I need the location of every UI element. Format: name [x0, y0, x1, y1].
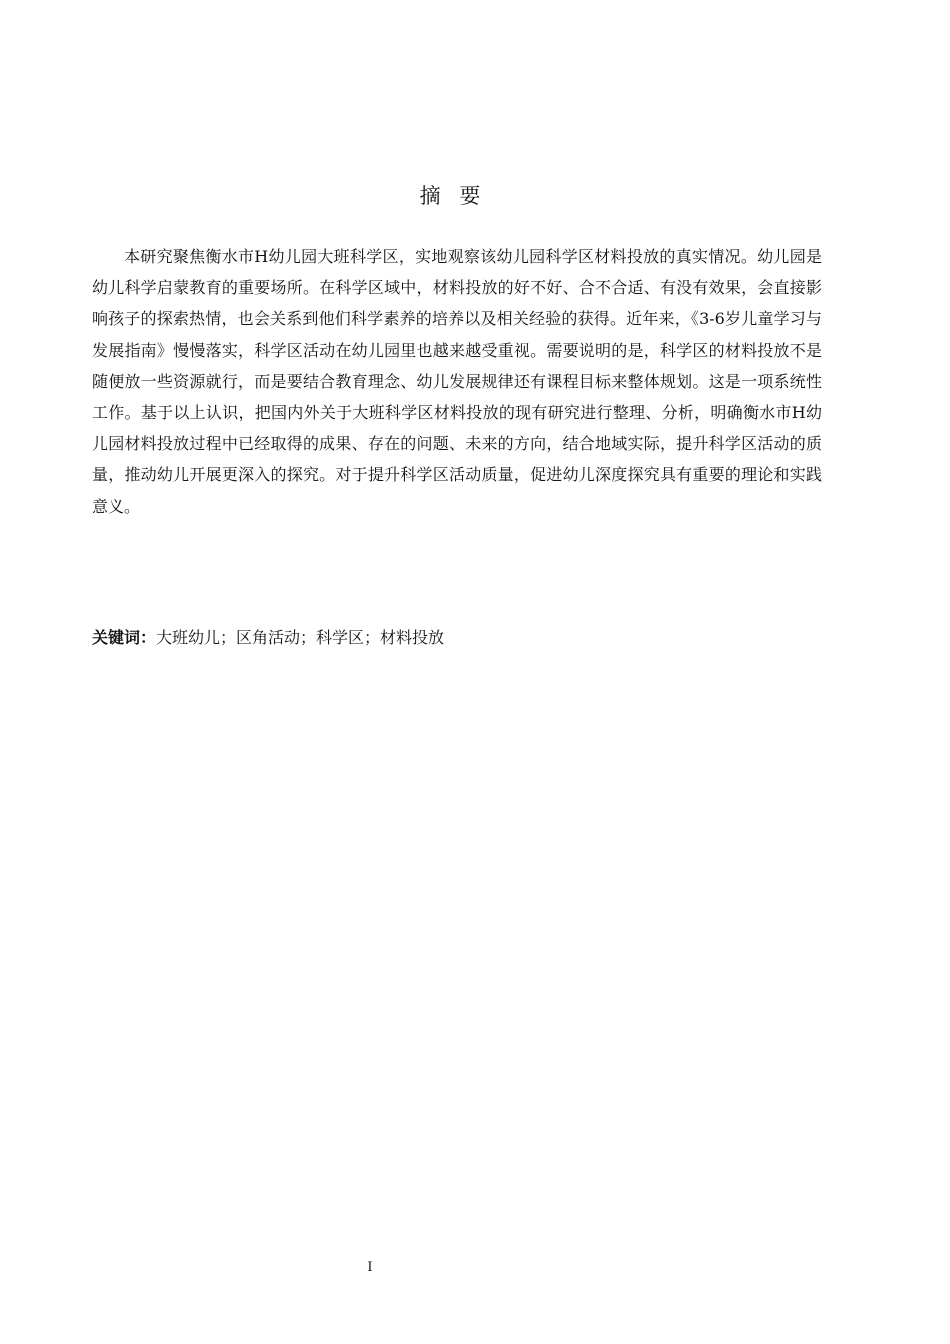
keywords-label: 关键词： — [92, 628, 157, 647]
abstract-body: 本研究聚焦衡水市H幼儿园大班科学区，实地观察该幼儿园科学区材料投放的真实情况。幼儿园是幼儿科学启蒙教育的重要场所。在科学区域中，材料投放的好不好、合不合适、有没有效果，会直接影响孩子的探索热情，也会关系到他们科学素养的培养以及相关经验的获得。近年来，《3-6岁儿童学习与发展指南》慢慢落实，科学区活动在幼儿园里也越来越受重视。需要说明的是，科学区的材料投放不是随便放一些资源就行，而是要结合教育理念、幼儿发展规律还有课程目标来整体规划。这是一项系统性工作。基于以上认识，把国内外关于大班科学区材料投放的现有研究进行整理、分析，明确衡水市H幼儿园材料投放过程中已经取得的成果、存在的问题、未来的方向，结合地域实际，提升科学区活动的质量，推动幼儿开展更深入的探究。对于提升科学区活动质量，促进幼儿深度探究具有重要的理论和实践意义。 — [92, 247, 822, 516]
abstract-title: 摘 要 — [419, 184, 487, 208]
page-number: I — [367, 1260, 373, 1275]
keywords-line — [92, 624, 822, 652]
keywords-text: 大班幼儿；区角活动；科学区；材料投放 — [156, 628, 445, 647]
